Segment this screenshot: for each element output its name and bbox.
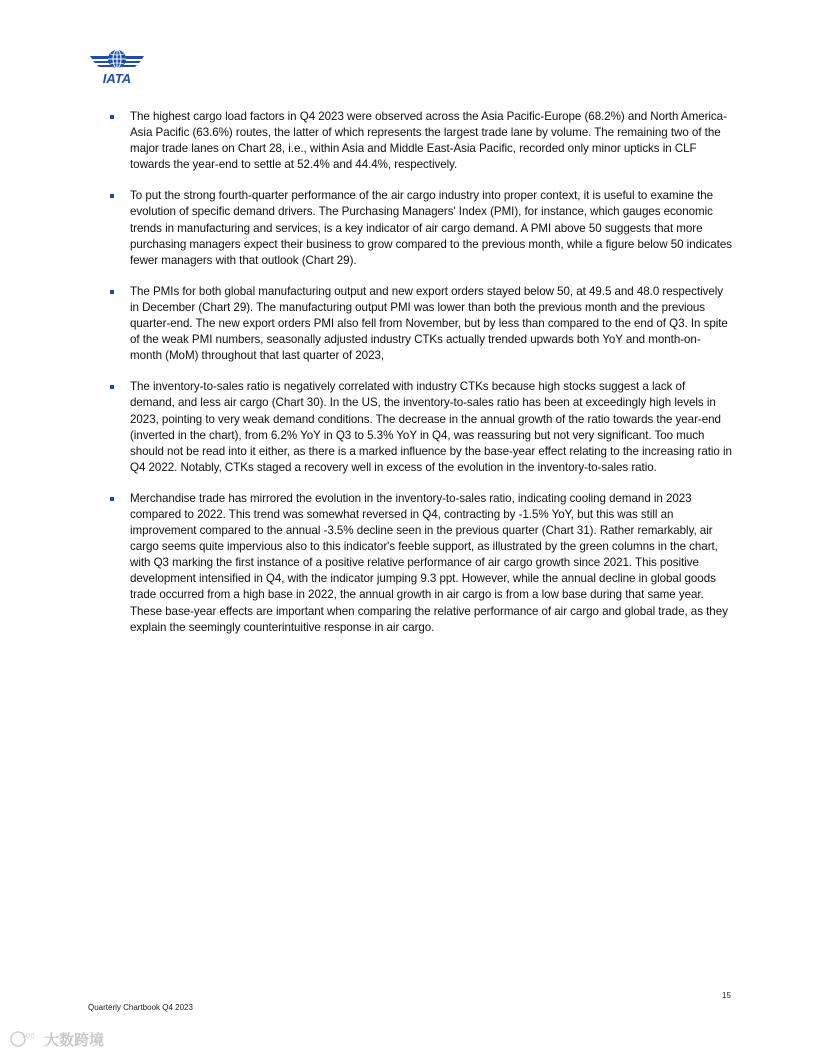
page-number: 15 xyxy=(722,991,731,1000)
list-item xyxy=(106,109,732,173)
iata-logo xyxy=(88,44,146,86)
paragraph: The inventory-to-sales ratio is negatively correlated with industry CTKs because high stocks suggest a lack of demand, and less air cargo (Chart 30). In the US, the inventory-to-sales ratio has been at exceedingly high levels in 2023, pointing to very weak demand conditions. The decrease in the annual growth of the ratio towards the year-end (inverted in the chart), from 6.2% YoY in Q3 to 5.3% YoY in Q4, was reassuring but not very significant. Too much should not be read into it either, as there is a marked influence by the base-year effect relating to the increasing ratio in Q4 2022. Notably, CTKs staged a recovery well in excess of the evolution in the inventory-to-sales ratio. xyxy=(130,380,732,474)
paragraph: To put the strong fourth-quarter performance of the air cargo industry into proper context, it is useful to examine the evolution of specific demand drivers. The Purchasing Managers' Index (PMI), for instance, which gauges economic trends in manufacturing and services, is a key indicator of air cargo demand. A PMI above 50 suggests that more purchasing managers expect their business to grow compared to the previous month, while a figure below 50 indicates fewer managers with that outlook (Chart 29). xyxy=(130,189,732,267)
watermark-badge-icon xyxy=(10,1029,40,1049)
watermark xyxy=(10,1028,104,1050)
logo-wordmark: IATA xyxy=(102,71,132,86)
bullet-square-icon xyxy=(110,194,114,198)
main-content xyxy=(106,109,732,651)
paragraph: The PMIs for both global manufacturing output and new export orders stayed below 50, at 49.5 and 48.0 respectively in December (Chart 29). The manufacturing output PMI was lower than both the previous month and the previous quarter-end. The new export orders PMI also fell from November, but by less than compared to the end of Q3. In spite of the weak PMI numbers, seasonally adjusted industry CTKs actually trended upwards both YoY and month-on-month (MoM) throughout that last quarter of 2023, xyxy=(130,284,728,363)
list-item xyxy=(106,379,732,476)
list-item xyxy=(106,491,732,636)
paragraph: Merchandise trade has mirrored the evolution in the inventory-to-sales ratio, indicating cooling demand in 2023 compared to 2022. This trend was somewhat reversed in Q4, contracting by -1.5% YoY, but this was still an improvement compared to the annual -3.5% decline seen in the previous quarter (Chart 31). Rather remarkably, air cargo seems quite impervious also to this indicator's feeble support, as illustrated by the green columns in the chart, with Q3 marking the first instance of a positive relative performance of air cargo growth since 2021. This positive development intensified in Q4, with the indicator jumping 9.3 ppt. However, while the annual decline in global goods trade occurred from a high base in 2022, the annual growth in air cargo is from a low base during that same year. These base-year effects are important when comparing the relative performance of air cargo and global trade, as they explain the seemingly counterintuitive response in air cargo. xyxy=(130,491,728,634)
bullet-square-icon xyxy=(110,497,114,501)
bullet-square-icon xyxy=(110,385,114,389)
bullet-square-icon xyxy=(110,115,114,119)
iata-globe-icon xyxy=(88,44,146,86)
bullet-square-icon xyxy=(110,290,114,294)
watermark-badge-text: 100 xyxy=(21,1032,35,1040)
list-item xyxy=(106,284,732,364)
watermark-text: 大数跨境 xyxy=(44,1030,105,1049)
paragraph: The highest cargo load factors in Q4 2023 were observed across the Asia Pacific-Europe (68.2%) and North America-Asia Pacific (63.6%) routes, the latter of which represents the largest trade lane by volume. The remaining two of the major trade lanes on Chart 28, i.e., within Asia and Middle East-Asia Pacific, recorded only minor upticks in CLF towards the year-end to settle at 52.4% and 44.4%, respectively. xyxy=(130,110,727,172)
footer-title: Quarterly Chartbook Q4 2023 xyxy=(88,1003,193,1012)
list-item xyxy=(106,188,732,268)
